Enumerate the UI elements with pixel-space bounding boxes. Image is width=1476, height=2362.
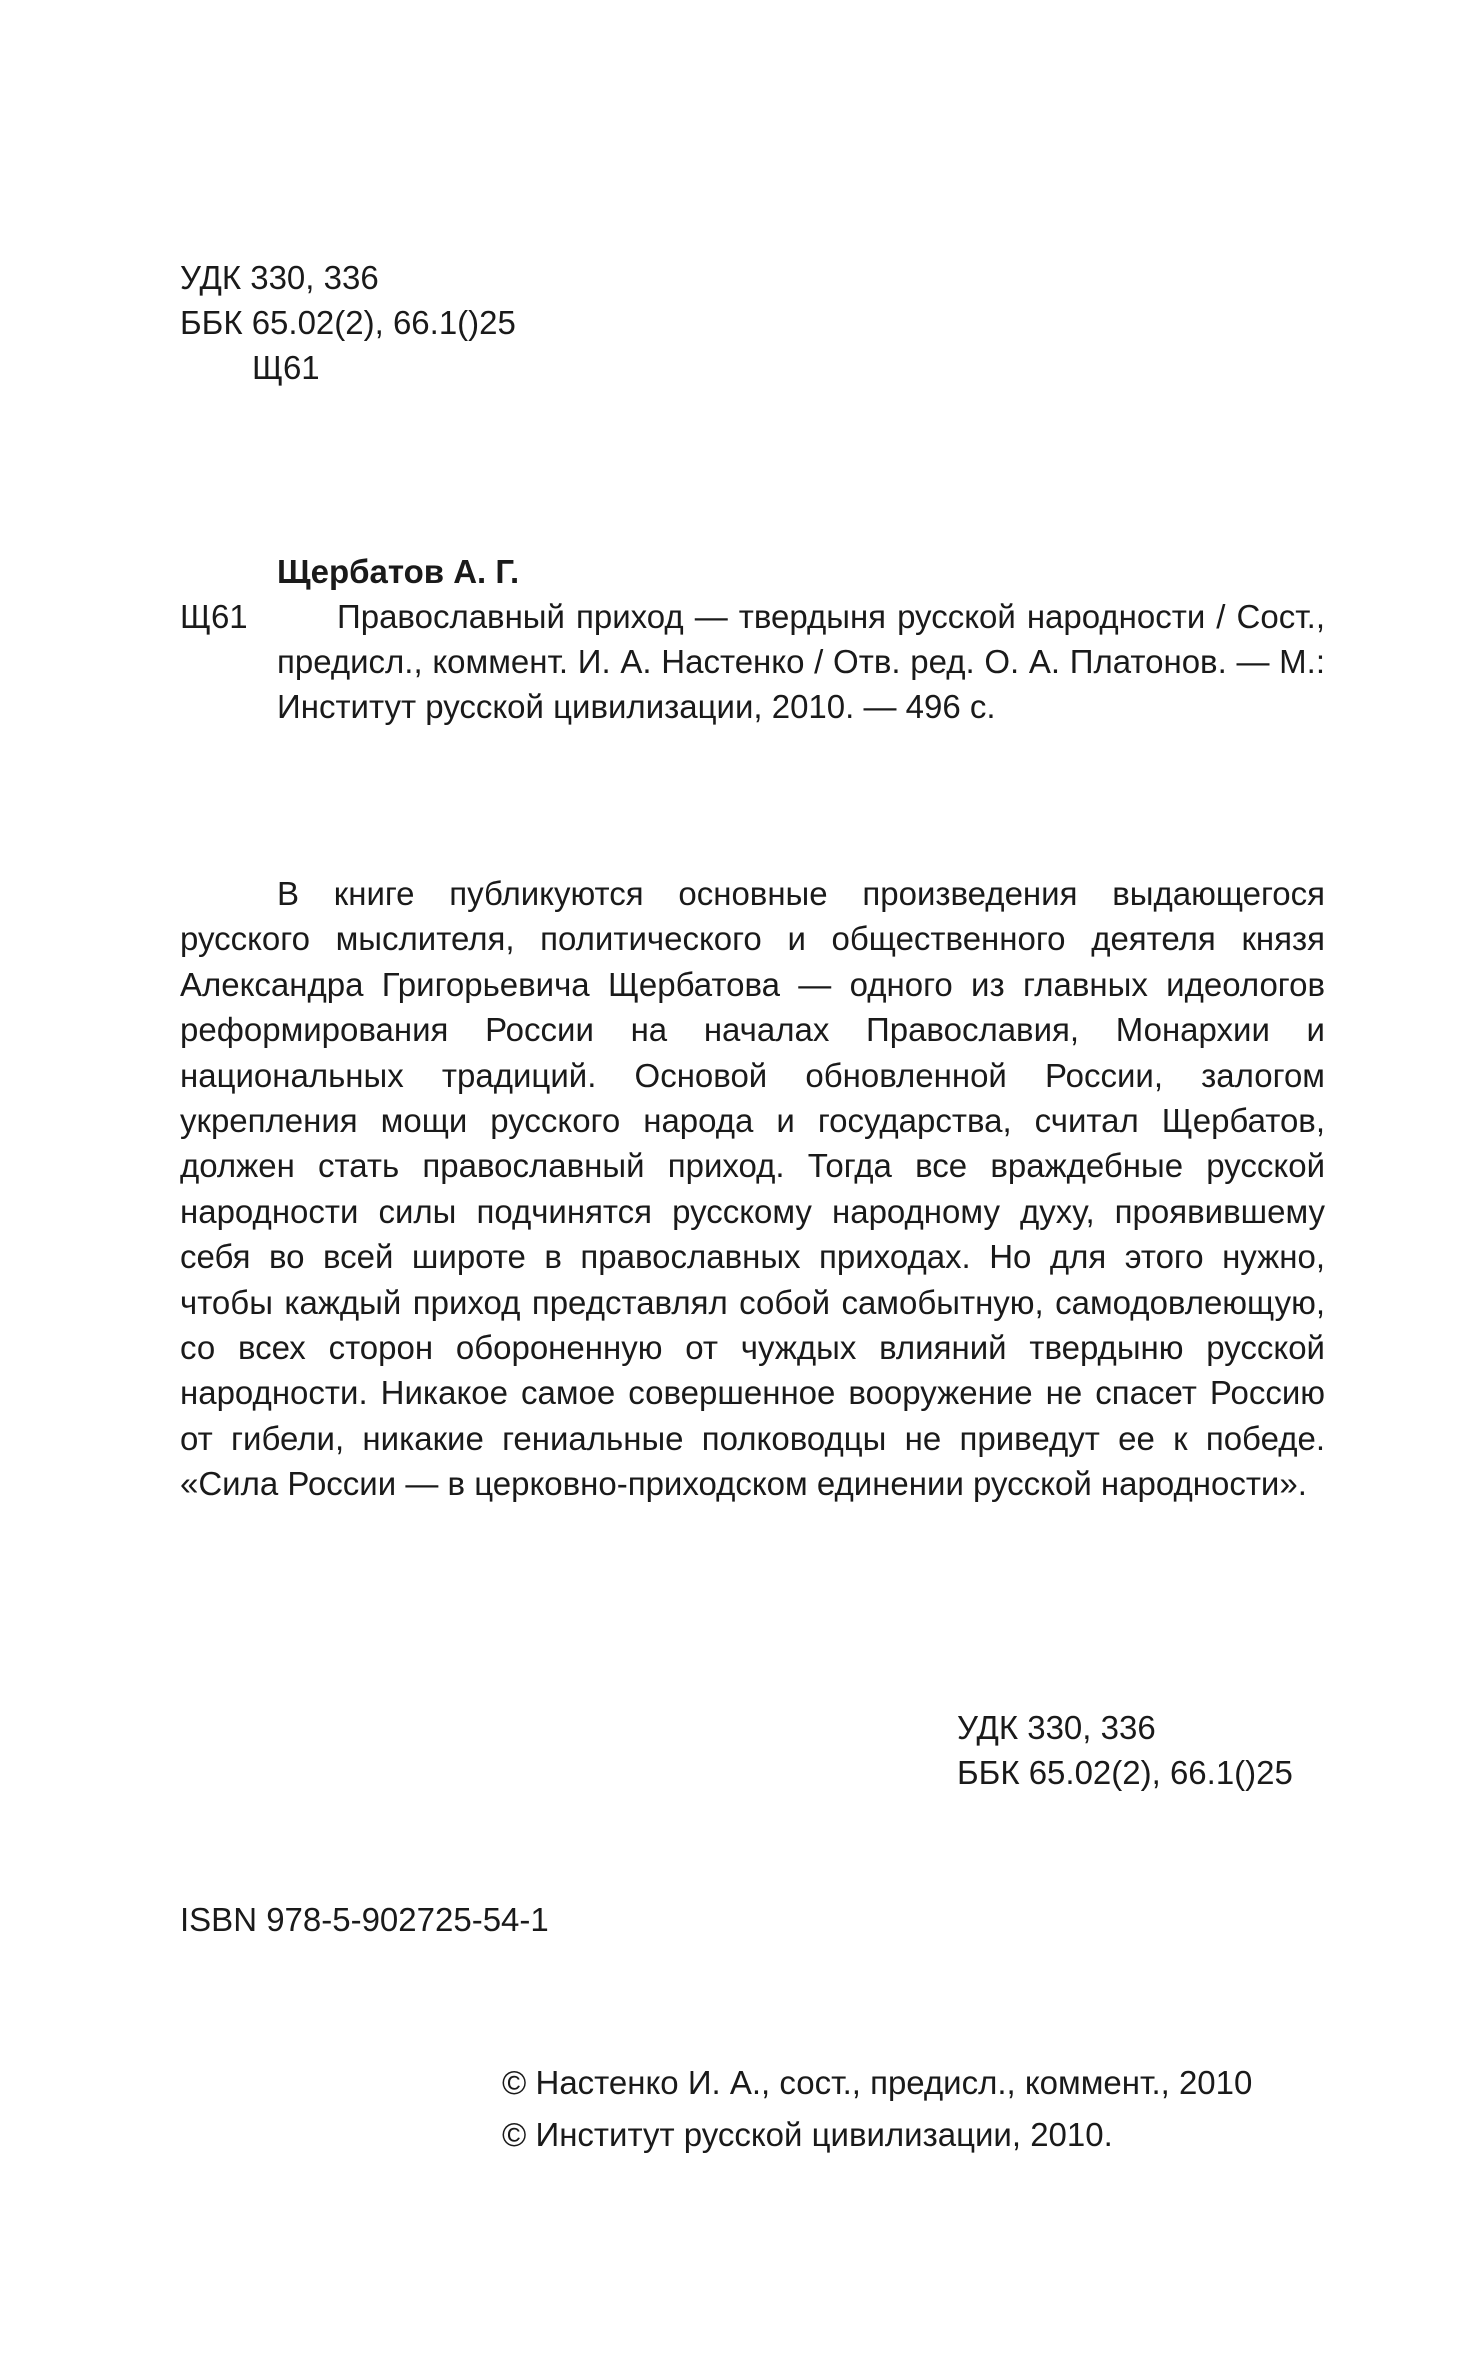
entry-cipher: Щ61 bbox=[180, 598, 248, 635]
bottom-classification-codes bbox=[957, 1705, 1293, 1795]
annotation-paragraph: В книге публикуются основные произведения выдающегося русского мыслителя, политического и общественного деятеля князя Александра Григорьевича Щербатова — одного из главных идеологов реформирования России на началах Православия, Монархии и национальных традиций. Основой обновленной России, залогом укрепления мощи русского народа и государства, считал Щербатов, должен стать православный приход. Тогда все враждебные русской народности силы подчинятся русскому народному духу, проявившему себя во всей широте в православных приходах. Но для этого нужно, чтобы каждый приход представлял собой самобытную, самодовлеющую, со всех сторон обороненную от чуждых влияний твердыню русской народности. Никакое самое совершенное вооружение не спасет Россию от гибели, никакие гениальные полководцы не приведут ее к победе. «Сила России — в церковно-приходском единении русской народности». bbox=[180, 875, 1325, 1503]
copyright-compiler: © Настенко И. А., сост., предисл., коммент., 2010 bbox=[502, 2064, 1253, 2101]
author-name: Щербатов А. Г. bbox=[277, 553, 520, 590]
bbk-code-bottom: ББК 65.02(2), 66.1()25 bbox=[957, 1754, 1293, 1791]
copyright-publisher: © Институт русской цивилизации, 2010. bbox=[502, 2116, 1113, 2153]
udk-code-bottom: УДК 330, 336 bbox=[957, 1709, 1156, 1746]
author-cipher: Щ61 bbox=[252, 349, 320, 386]
top-classification-codes bbox=[180, 255, 516, 390]
bibliographic-record bbox=[180, 549, 1325, 729]
udk-code: УДК 330, 336 bbox=[180, 259, 379, 296]
copyright-notice bbox=[502, 2057, 1252, 2161]
isbn: ISBN 978-5-902725-54-1 bbox=[180, 1901, 549, 1938]
bibliographic-description: Православный приход — твердыня русской народности / Сост., предисл., коммент. И. А. Настенко / Отв. ред. О. А. Платонов. — М.: Институт русской цивилизации, 2010. — 496 с. bbox=[277, 598, 1325, 725]
bbk-code: ББК 65.02(2), 66.1()25 bbox=[180, 304, 516, 341]
bibliographic-entry bbox=[180, 594, 1325, 729]
